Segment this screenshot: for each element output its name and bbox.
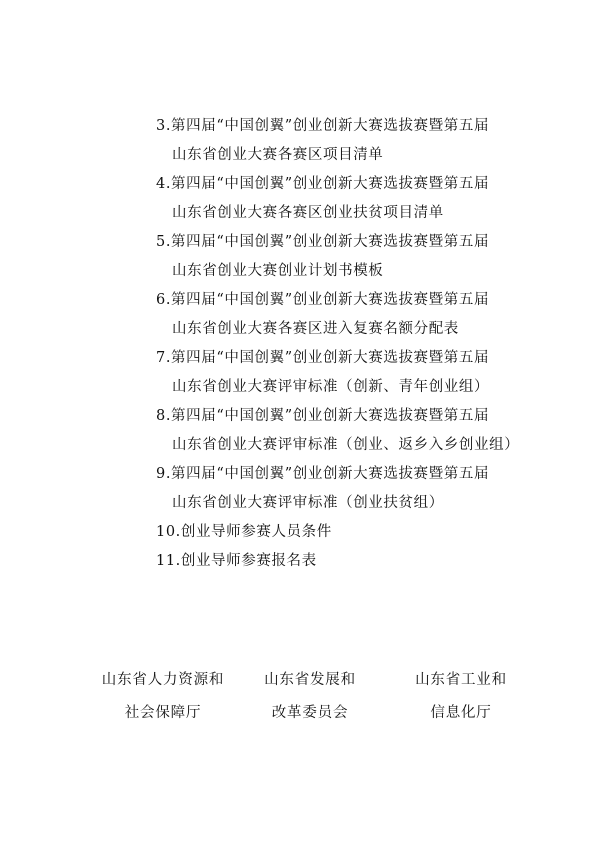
signatory-name-line2: 社会保障厅 <box>124 705 202 721</box>
signatory-name-line2: 改革委员会 <box>271 705 349 721</box>
attachment-title-continued: 山东省创业大赛评审标准（创新、青年创业组） <box>172 379 490 395</box>
attachment-title-continued: 山东省创业大赛评审标准（创业扶贫组） <box>172 495 444 511</box>
attachment-title-continued: 山东省创业大赛各赛区进入复赛名额分配表 <box>172 321 459 337</box>
attachment-title: 6.第四届“中国创翼”创业创新大赛选拔赛暨第五届 <box>156 292 490 308</box>
signatory-miit <box>396 664 526 730</box>
attachment-item-4 <box>156 170 556 228</box>
attachment-item-5 <box>156 228 556 286</box>
attachment-title: 10.创业导师参赛人员条件 <box>156 524 332 540</box>
attachment-item-9 <box>156 460 556 518</box>
attachment-title: 9.第四届“中国创翼”创业创新大赛选拔赛暨第五届 <box>156 466 490 482</box>
attachment-title-continued: 山东省创业大赛各赛区创业扶贫项目清单 <box>172 205 444 221</box>
attachment-list <box>156 112 556 576</box>
signatory-block <box>60 664 540 734</box>
attachment-item-8 <box>156 402 556 460</box>
signatory-ndrc <box>250 664 370 730</box>
attachment-item-11 <box>156 547 556 576</box>
attachment-title: 5.第四届“中国创翼”创业创新大赛选拔赛暨第五届 <box>156 234 490 250</box>
attachment-item-7 <box>156 344 556 402</box>
attachment-item-10 <box>156 518 556 547</box>
attachment-title: 3.第四届“中国创翼”创业创新大赛选拔赛暨第五届 <box>156 118 490 134</box>
attachment-title: 11.创业导师参赛报名表 <box>156 553 317 569</box>
attachment-title-continued: 山东省创业大赛各赛区项目清单 <box>172 147 384 163</box>
attachment-title-continued: 山东省创业大赛创业计划书模板 <box>172 263 384 279</box>
attachment-title-continued: 山东省创业大赛评审标准（创业、返乡入乡创业组） <box>172 437 520 453</box>
signatory-name-line1: 山东省人力资源和 <box>101 672 225 688</box>
attachment-item-3 <box>156 112 556 170</box>
attachment-title: 7.第四届“中国创翼”创业创新大赛选拔赛暨第五届 <box>156 350 490 366</box>
attachment-title: 4.第四届“中国创翼”创业创新大赛选拔赛暨第五届 <box>156 176 490 192</box>
attachment-title: 8.第四届“中国创翼”创业创新大赛选拔赛暨第五届 <box>156 408 490 424</box>
signatory-name-line1: 山东省发展和 <box>264 672 356 688</box>
attachment-item-6 <box>156 286 556 344</box>
signatory-name-line1: 山东省工业和 <box>415 672 507 688</box>
signatory-hrss <box>88 664 238 730</box>
signatory-name-line2: 信息化厅 <box>430 705 492 721</box>
